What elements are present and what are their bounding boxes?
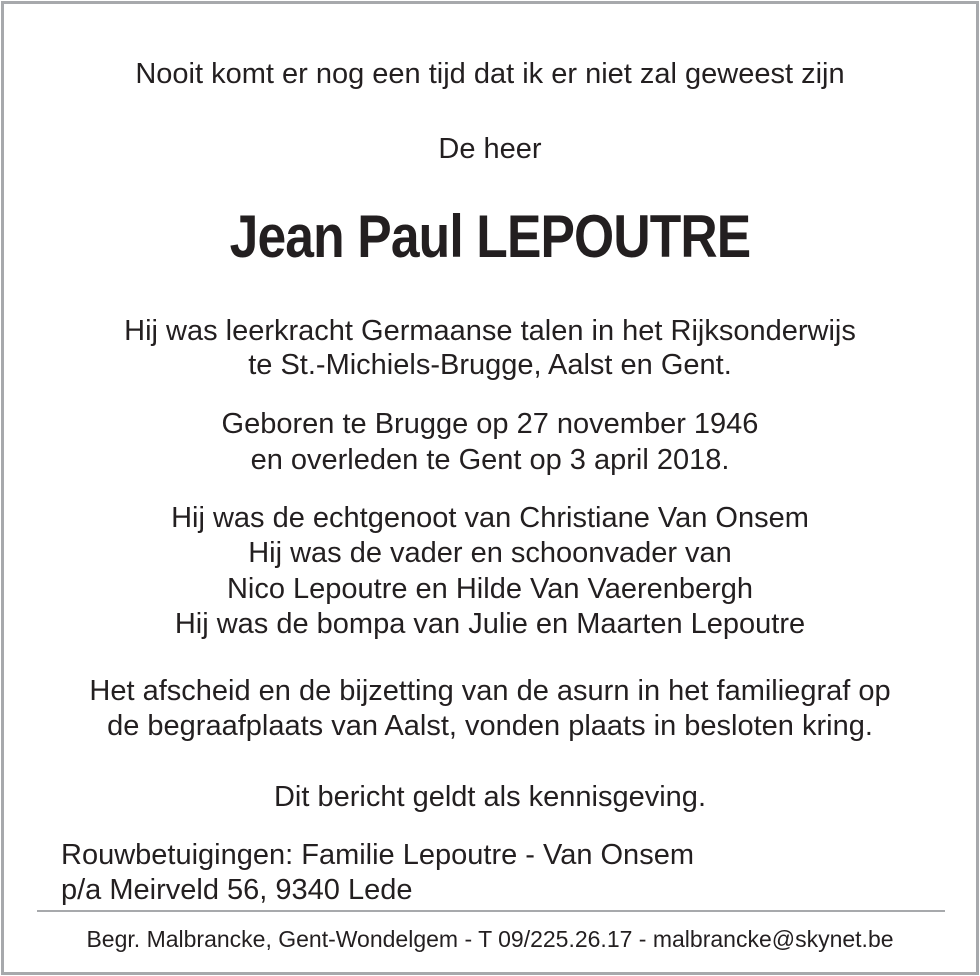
death-line: en overleden te Gent op 3 april 2018. xyxy=(250,444,730,476)
condolences-line-1: Rouwbetuigingen: Familie Lepoutre - Van Onsem xyxy=(61,839,694,871)
condolences-line-2: p/a Meirveld 56, 9340 Lede xyxy=(61,874,413,906)
death-notice xyxy=(1,1,979,975)
deceased-name: Jean Paul LEPOUTRE xyxy=(229,203,751,270)
family-line-1: Hij was de echtgenoot van Christiane Van Onsem xyxy=(171,502,809,534)
family-line-2: Hij was de vader en schoonvader van xyxy=(248,537,732,569)
career-line-1: Hij was leerkracht Germaanse talen in het Rijksonderwijs xyxy=(124,315,856,347)
birth-line: Geboren te Brugge op 27 november 1946 xyxy=(221,408,759,440)
salutation: De heer xyxy=(438,133,542,165)
career-line-2: te St.-Michiels-Brugge, Aalst en Gent. xyxy=(248,349,732,381)
ceremony-line-1: Het afscheid en de bijzetting van de asurn in het familiegraf op xyxy=(89,675,891,707)
ceremony-line-2: de begraafplaats van Aalst, vonden plaats in besloten kring. xyxy=(107,710,873,742)
family-line-3: Nico Lepoutre en Hilde Van Vaerenbergh xyxy=(226,573,754,605)
footer-divider xyxy=(37,910,945,912)
motto: Nooit komt er nog een tijd dat ik er niet zal geweest zijn xyxy=(135,58,845,90)
undertaker-footer: Begr. Malbrancke, Gent-Wondelgem - T 09/225.26.17 - malbrancke@skynet.be xyxy=(86,926,894,952)
notice-statement: Dit bericht geldt als kennisgeving. xyxy=(273,781,706,813)
family-line-4: Hij was de bompa van Julie en Maarten Lepoutre xyxy=(174,608,806,640)
